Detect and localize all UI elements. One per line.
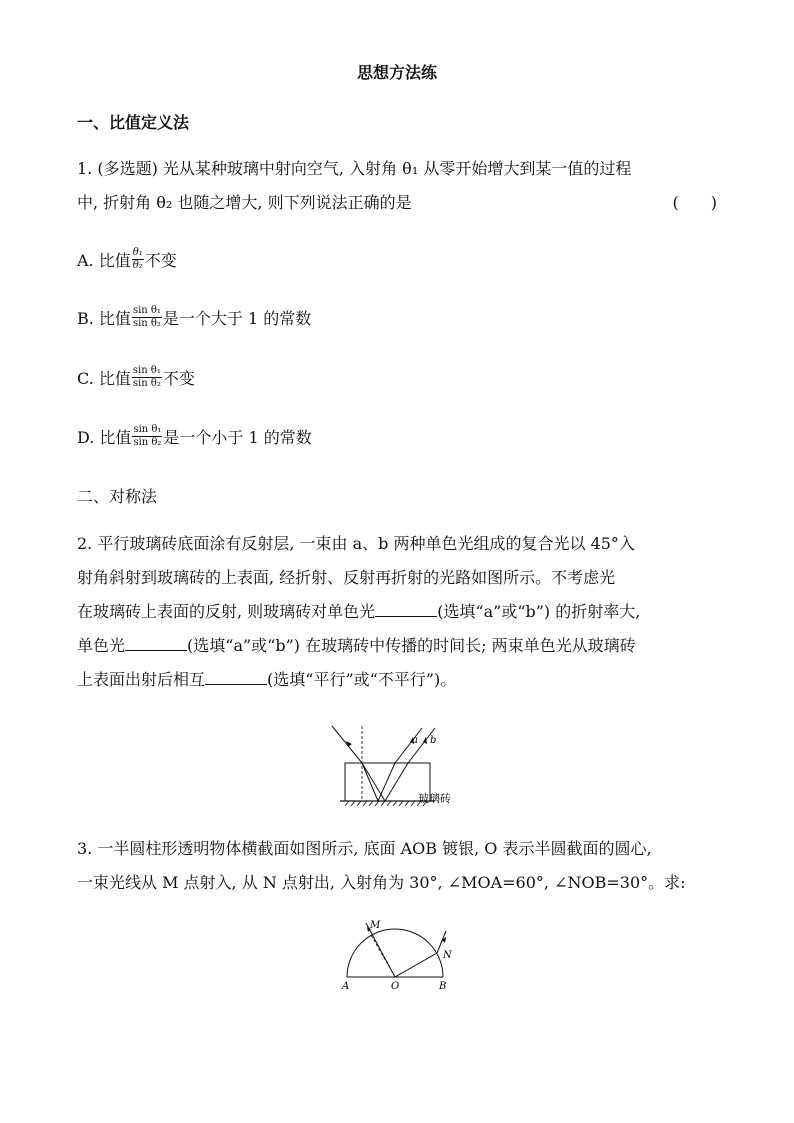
question-2-line-4a: 单色光 bbox=[77, 636, 126, 655]
option-b-text: 是一个大于 1 的常数 bbox=[162, 309, 312, 328]
option-c-text: 不变 bbox=[162, 369, 195, 388]
question-2-line-5b: (选填“平行”或“不平行”)。 bbox=[267, 670, 457, 689]
question-1-line-2 bbox=[77, 186, 717, 220]
option-c-fraction bbox=[132, 365, 162, 390]
question-2-line-5a: 上表面出射后相互 bbox=[77, 670, 206, 689]
answer-blank-2 bbox=[125, 636, 187, 651]
refracted-ray-b bbox=[362, 763, 385, 801]
option-b-fraction bbox=[132, 305, 162, 330]
option-b-label: B. 比值 bbox=[77, 309, 131, 328]
answer-parentheses: ( ) bbox=[672, 193, 717, 212]
option-c-denominator: sin θ₂ bbox=[132, 378, 161, 389]
option-d bbox=[77, 424, 312, 449]
reflected-ray-b bbox=[385, 763, 408, 801]
question-3 bbox=[77, 832, 717, 900]
label-n: N bbox=[443, 950, 452, 961]
section-heading-2: 二、对称法 bbox=[77, 487, 158, 506]
reflected-ray-a bbox=[378, 763, 395, 801]
question-2-line-4 bbox=[77, 629, 717, 663]
question-2-line-5 bbox=[77, 663, 717, 697]
option-a-numerator: θ₁ bbox=[132, 247, 143, 258]
option-d-denominator: sin θ₂ bbox=[133, 437, 162, 448]
question-3-line-1: 3. 一半圆柱形透明物体横截面如图所示, 底面 AOB 镀银, O 表示半圆截面的圆心, bbox=[77, 839, 652, 858]
question-2-line-3b: (选填“a”或“b”) 的折射率大, bbox=[437, 602, 641, 621]
option-a-denominator: θ₂ bbox=[132, 260, 143, 271]
hatch-marks bbox=[345, 801, 427, 806]
option-c bbox=[77, 365, 195, 390]
option-a-label: A. 比值 bbox=[77, 251, 131, 270]
ray-arrow-out bbox=[442, 937, 446, 943]
refracted-ray-a bbox=[362, 763, 378, 801]
page-title: 思想方法练 bbox=[356, 63, 437, 82]
question-2-line-3 bbox=[77, 595, 717, 629]
question-1-line-2-text: 中, 折射角 θ₂ 也随之增大, 则下列说法正确的是 bbox=[77, 193, 412, 212]
option-b bbox=[77, 305, 311, 330]
question-2-line-2: 射角斜射到玻璃砖的上表面, 经折射、反射再折射的光路如图所示。不考虑光 bbox=[77, 568, 616, 587]
label-a: a bbox=[412, 735, 418, 746]
label-o: O bbox=[391, 981, 400, 992]
question-2-line-4b: (选填“a”或“b”) 在玻璃砖中传播的时间长; 两束单色光从玻璃砖 bbox=[187, 636, 636, 655]
label-b: b bbox=[430, 735, 437, 746]
answer-blank-3 bbox=[205, 670, 267, 685]
option-c-numerator: sin θ₁ bbox=[132, 365, 161, 376]
option-a-fraction bbox=[132, 247, 144, 272]
label-a-point: A bbox=[342, 981, 350, 992]
question-2-line-3a: 在玻璃砖上表面的反射, 则玻璃砖对单色光 bbox=[77, 602, 376, 621]
glass-brick-caption: 玻璃砖 bbox=[418, 792, 451, 805]
semicircle-figure bbox=[330, 915, 460, 995]
label-m: M bbox=[370, 920, 381, 931]
option-b-denominator: sin θ₂ bbox=[132, 318, 161, 329]
option-d-fraction bbox=[132, 424, 162, 449]
option-a-text: 不变 bbox=[144, 251, 177, 270]
option-b-numerator: sin θ₁ bbox=[132, 305, 161, 316]
label-b-point: B bbox=[439, 981, 447, 992]
option-d-text: 是一个小于 1 的常数 bbox=[163, 428, 312, 447]
option-d-label: D. 比值 bbox=[77, 428, 132, 447]
incident-ray bbox=[332, 726, 362, 763]
answer-blank-1 bbox=[375, 602, 437, 617]
glass-brick-figure bbox=[330, 720, 480, 815]
question-1-line-1: 1. (多选题) 光从某种玻璃中射向空气, 入射角 θ₁ 从零开始增大到某一值的过程 bbox=[77, 159, 632, 178]
question-2-line-1: 2. 平行玻璃砖底面涂有反射层, 一束由 a、b 两种单色光组成的复合光以 45°入 bbox=[77, 534, 635, 553]
question-3-line-2: 一束光线从 M 点射入, 从 N 点射出, 入射角为 30°, ∠MOA=60°, ∠NOB=30°。求: bbox=[77, 873, 686, 892]
light-ray-reflect bbox=[395, 953, 437, 977]
option-d-numerator: sin θ₁ bbox=[133, 424, 162, 435]
option-c-label: C. 比值 bbox=[77, 369, 131, 388]
question-1 bbox=[77, 152, 717, 220]
semicircle-arc bbox=[347, 929, 443, 977]
question-2 bbox=[77, 527, 717, 697]
option-a bbox=[77, 247, 177, 272]
section-heading-1: 一、比值定义法 bbox=[77, 113, 190, 132]
